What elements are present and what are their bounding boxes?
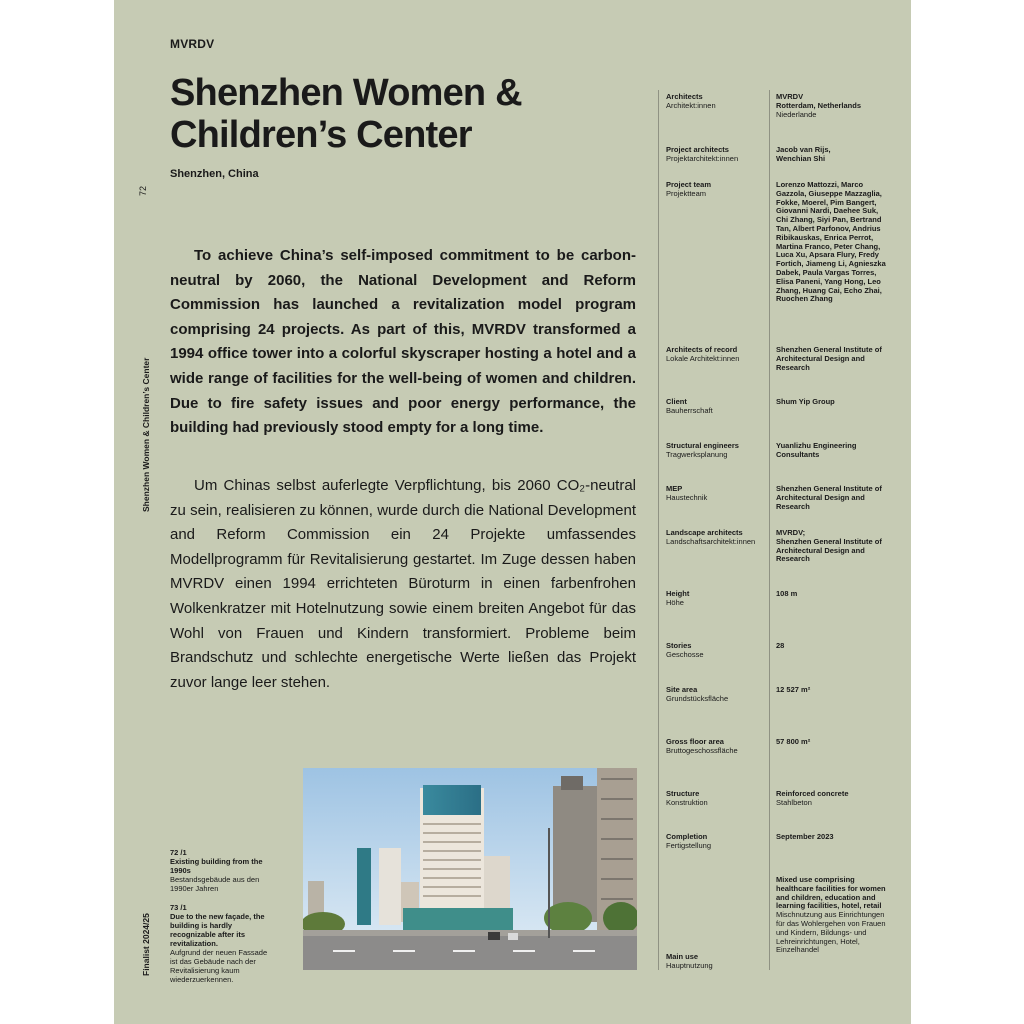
spec-value: Jacob van Rijs, Wenchian Shi	[776, 145, 831, 163]
spec-label: Project team	[666, 180, 712, 189]
spec-label-de: Geschosse	[666, 649, 704, 659]
spec-label-de: Hauptnutzung	[666, 960, 713, 970]
spec-value-de: Mischnutzung aus Einrichtungen für das Wohlergehen von Frauen und Kindern, Bildungs- und Lehreinrichtungen, Hotel, Einzelhandel	[776, 910, 886, 955]
spec-label-de: Höhe	[666, 597, 684, 607]
spec-label-de: Bruttogeschossfläche	[666, 745, 738, 755]
spec-label-de: Architekt:innen	[666, 100, 716, 110]
caption-english: Due to the new façade, the building is hardly recognizable after its revitalization.	[170, 912, 265, 948]
spec-value: Shum Yip Group	[776, 397, 835, 406]
spec-value-de: Niederlande	[776, 109, 817, 119]
spec-value: 108 m	[776, 589, 798, 598]
caption-number: 72 /1	[170, 848, 187, 857]
running-title: Shenzhen Women & Children’s Center	[141, 357, 151, 512]
spec-label-de: Lokale Architekt:innen	[666, 353, 740, 363]
issue-label: Finalist 2024/25	[141, 913, 151, 976]
spec-value: MVRDV; Shenzhen General Institute of Architectural Design and Research	[776, 528, 882, 564]
spec-label: Completion	[666, 832, 708, 841]
project-title: Shenzhen Women & Children’s Center	[170, 72, 522, 156]
caption-german: Bestandsgebäude aus den 1990er Jahren	[170, 875, 260, 893]
spec-label: Stories	[666, 641, 692, 650]
caption-number: 73 /1	[170, 903, 187, 912]
spec-label-de: Haustechnik	[666, 492, 708, 502]
spec-label: Height	[666, 589, 690, 598]
spec-label-de: Grundstücksfläche	[666, 693, 729, 703]
spec-label-de: Projektarchitekt:innen	[666, 153, 739, 163]
spec-label: Gross floor area	[666, 737, 724, 746]
spec-value: 57 800 m²	[776, 737, 811, 746]
spec-value: 28	[776, 641, 785, 650]
magazine-page	[114, 0, 911, 1024]
spec-label-de: Bauherrschaft	[666, 405, 713, 415]
spec-value-de: Stahlbeton	[776, 797, 812, 807]
spec-label: Structure	[666, 789, 700, 798]
caption-german: Aufgrund der neuen Fassade ist das Gebäude nach der Revitalisierung kaum wiederzuerkennen.	[170, 948, 268, 984]
caption-english: Existing building from the 1990s	[170, 857, 263, 875]
architect-brand: MVRDV	[170, 37, 215, 51]
spec-label-de: Tragwerksplanung	[666, 449, 728, 459]
photo-captions	[170, 848, 274, 994]
spec-value: Reinforced concrete	[776, 789, 849, 798]
spec-label: Landscape architects	[666, 528, 743, 537]
building-photo-illustration	[303, 768, 637, 970]
spec-label: Structural engineers	[666, 441, 739, 450]
spec-value: MVRDV Rotterdam, Netherlands	[776, 92, 862, 110]
english-lead-paragraph: To achieve China’s self-imposed commitment to be carbon-neutral by 2060, the National Development and Reform Commission has launched a revitalization model program comprising 24 projects. As part of this, MVRDV transformed a 1994 office tower into a colorful skyscraper hosting a hotel and a wide range of facilities for the well-being of women and children. Due to fire safety issues and poor energy performance, the building had previously stood empty for a long time.	[170, 247, 636, 437]
spec-label-de: Konstruktion	[666, 797, 708, 807]
spec-value: Mixed use comprising healthcare facilities for women and children, education and learning facilities, hotel, retail	[776, 875, 886, 911]
caption-1	[170, 848, 274, 893]
spec-label: MEP	[666, 484, 683, 493]
column-rule	[769, 90, 770, 970]
spec-value: Lorenzo Mattozzi, Marco Gazzola, Giuseppe Mazzaglia, Fokke, Moerel, Pim Bangert, Giovanni Nardi, Daehee Suk, Chi Zhang, Siyi Pan, Bertrand Tan, Albert Parfonov, Andrius Ribikauskas, Enrica Perrot, Martina Franco, Peter Chang, Luca Xu, Apsara Flury, Fredy Fortich, Jiameng Li, Agnieszka Dabek, Paula Vargas Torres, Elisa Paneni, Yang Hong, Leo Zhang, Huang Cai, Echo Zhai, Ruochen Zhang	[776, 180, 886, 304]
spec-value: Shenzhen General Institute of Architectural Design and Research	[776, 345, 882, 372]
spec-value: Yuanlizhu Engineering Consultants	[776, 441, 857, 459]
spec-label: Client	[666, 397, 687, 406]
building-photo	[303, 768, 637, 970]
column-rule	[658, 90, 659, 970]
project-location: Shenzhen, China	[170, 168, 259, 180]
page-number: 72	[138, 185, 148, 196]
spec-label: Project architects	[666, 145, 729, 154]
spec-label-de: Landschaftsarchitekt:innen	[666, 536, 756, 546]
spec-label-de: Projektteam	[666, 188, 707, 198]
spec-label: Main use	[666, 952, 699, 961]
spec-value: 12 527 m²	[776, 685, 811, 694]
caption-2	[170, 903, 274, 984]
spec-value: September 2023	[776, 832, 834, 841]
german-paragraph: Um Chinas selbst auferlegte Verpflichtung, bis 2060 CO₂-neutral zu sein, realisieren zu können, wurde durch die National Development and Reform Commission ein 24 Projekte umfassendes Modellprogramm für Revitalisierung gestartet. Im Zuge dessen haben MVRDV einen 1994 errichteten Büroturm in einen farbenfrohen Wolkenkratzer mit Hotelnutzung sowie einem breiten Angebot für das Wohl von Frauen und Kindern transformiert. Probleme beim Brandschutz und schlechte energetische Werte ließen das Projekt zuvor lange leer stehen.	[170, 477, 636, 691]
spec-label: Architects	[666, 92, 703, 101]
spec-label: Architects of record	[666, 345, 738, 354]
spec-value: Shenzhen General Institute of Architectural Design and Research	[776, 484, 882, 511]
spec-label-de: Fertigstellung	[666, 840, 712, 850]
spec-label: Site area	[666, 685, 698, 694]
